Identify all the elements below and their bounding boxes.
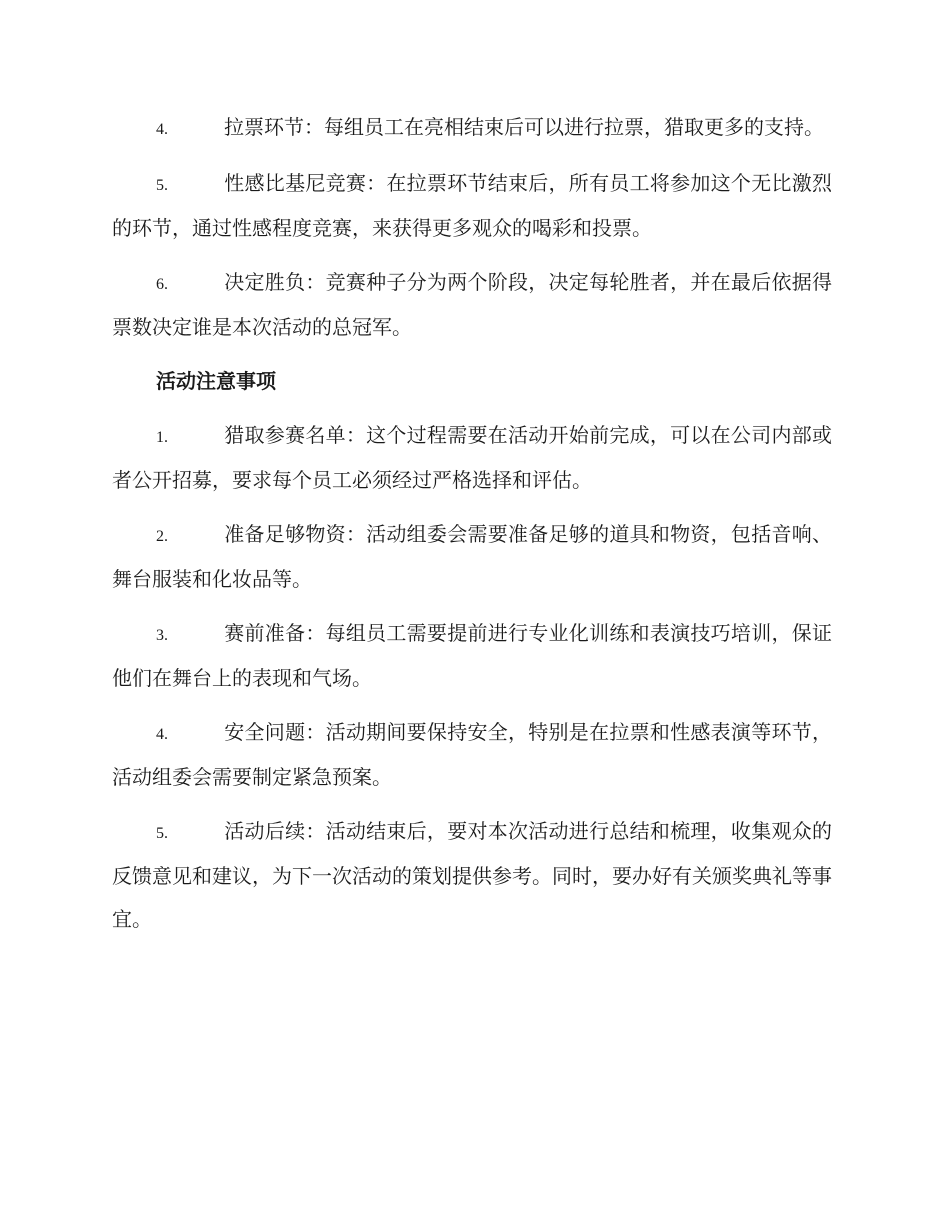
list-number: 3. <box>156 627 168 644</box>
list-text: 猎取参赛名单：这个过程需要在活动开始前完成，可以在公司内部或者公开招募，要求每个员工必须经过严格选择和评估。 <box>112 423 832 492</box>
list-item <box>112 711 832 799</box>
list-text: 拉票环节：每组员工在亮相结束后可以进行拉票，猎取更多的支持。 <box>224 115 824 139</box>
list-item <box>112 106 832 151</box>
section-heading: 活动注意事项 <box>156 369 276 393</box>
list-number: 6. <box>156 276 168 293</box>
list-item <box>112 513 832 601</box>
list-number: 5. <box>156 825 168 842</box>
list-item <box>112 414 832 502</box>
list-item <box>112 261 832 349</box>
list-text: 性感比基尼竞赛：在拉票环节结束后，所有员工将参加这个无比激烈的环节，通过性感程度竞赛，来获得更多观众的喝彩和投票。 <box>112 171 832 240</box>
list-number: 4. <box>156 726 168 743</box>
list-text: 赛前准备：每组员工需要提前进行专业化训练和表演技巧培训，保证他们在舞台上的表现和气场。 <box>112 621 832 690</box>
list-number: 5. <box>156 177 168 194</box>
list-text: 准备足够物资：活动组委会需要准备足够的道具和物资，包括音响、舞台服装和化妆品等。 <box>112 522 832 591</box>
list-number: 4. <box>156 121 168 138</box>
list-text: 活动后续：活动结束后，要对本次活动进行总结和梳理，收集观众的反馈意见和建议，为下一次活动的策划提供参考。同时，要办好有关颁奖典礼等事宜。 <box>112 819 832 931</box>
list-item <box>112 162 832 250</box>
list-number: 1. <box>156 429 168 446</box>
list-item <box>112 810 832 941</box>
list-text: 决定胜负：竞赛种子分为两个阶段，决定每轮胜者，并在最后依据得票数决定谁是本次活动的总冠军。 <box>112 270 832 339</box>
list-text: 安全问题：活动期间要保持安全，特别是在拉票和性感表演等环节，活动组委会需要制定紧急预案。 <box>112 720 832 789</box>
document-page <box>112 106 832 952</box>
list-number: 2. <box>156 528 168 545</box>
list-item <box>112 612 832 700</box>
